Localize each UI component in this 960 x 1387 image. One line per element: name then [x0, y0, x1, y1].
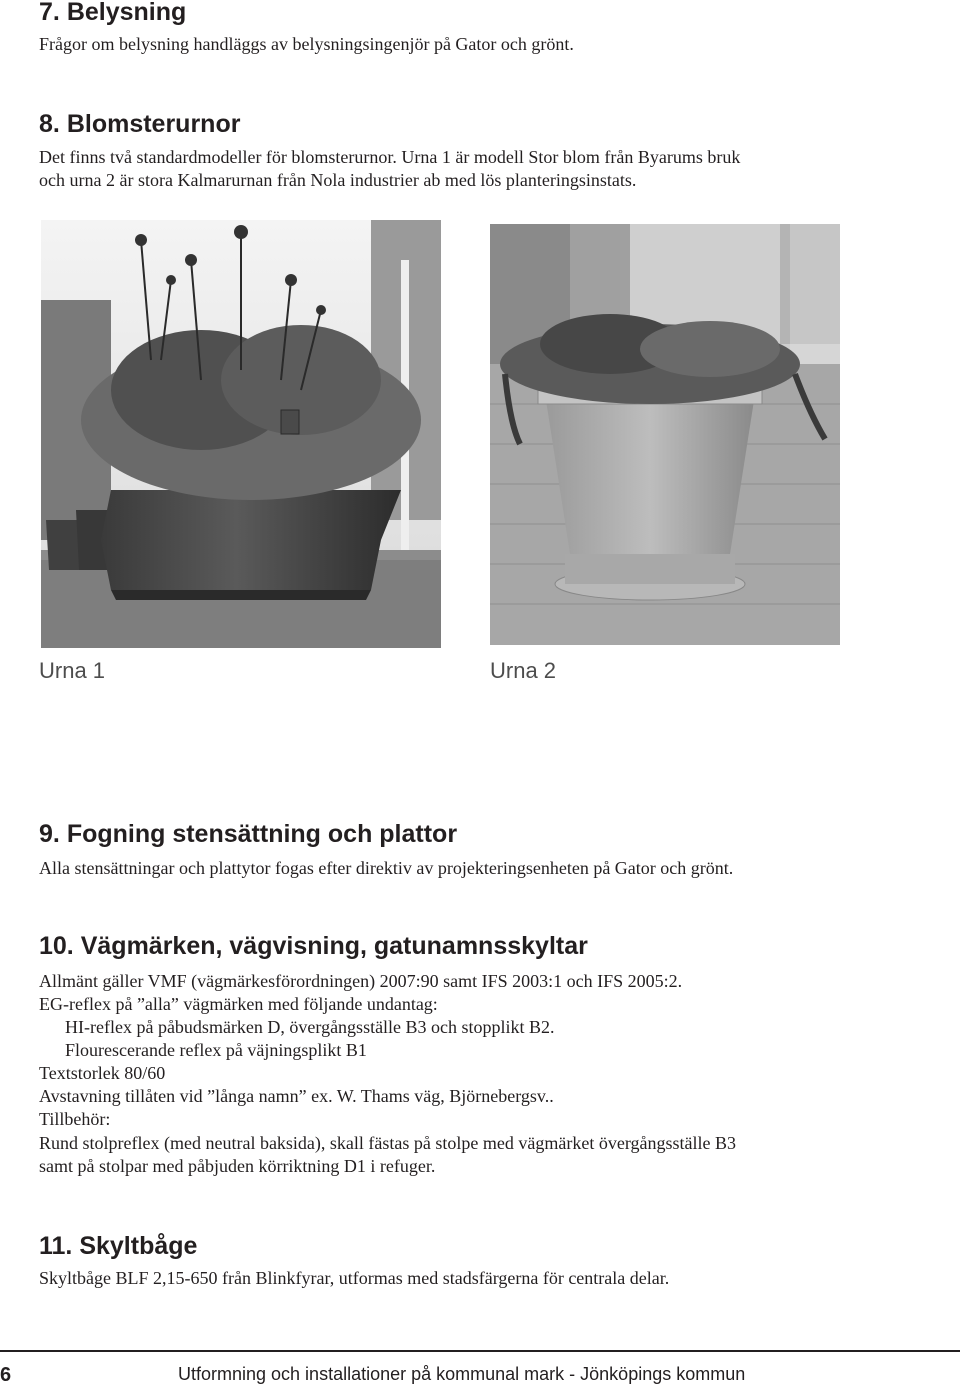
vagmarken-line: Avstavning tillåten vid ”långa namn” ex. W. Thams väg, Björnebergsv..	[39, 1086, 554, 1106]
section-number: 11.	[39, 1232, 73, 1260]
section-number: 10.	[39, 932, 74, 960]
heading-belysning	[39, 0, 186, 25]
vagmarken-line: Allmänt gäller VMF (vägmärkesförordningen) 2007:90 samt IFS 2003:1 och IFS 2005:2.	[39, 971, 683, 991]
heading-blomsterurnor	[39, 112, 240, 137]
urna-2-photo	[490, 224, 840, 645]
vagmarken-line: HI-reflex på påbudsmärken D, övergångsställe B3 och stopplikt B2.	[65, 1017, 555, 1037]
section-number: 7.	[39, 0, 60, 26]
section-number: 8.	[39, 110, 60, 138]
blomsterurnor-line-1: Det finns två standardmodeller för blomsterurnor. Urna 1 är modell Stor blom från Byarums bruk	[39, 147, 741, 167]
heading-fogning	[39, 822, 457, 847]
section-title: Fogning stensättning och plattor	[66, 820, 458, 848]
vagmarken-line: Tillbehör:	[39, 1109, 111, 1129]
heading-vagmarken	[39, 934, 588, 959]
footer-rule	[0, 1350, 960, 1352]
heading-skyltbage	[39, 1234, 197, 1259]
vagmarken-line: Flourescerande reflex på väjningsplikt B1	[65, 1040, 367, 1060]
section-title: Blomsterurnor	[66, 110, 241, 138]
blomsterurnor-line-2: och urna 2 är stora Kalmarurnan från Nola industrier ab med lös planteringsinstats.	[39, 170, 637, 190]
caption-urna-2: Urna 2	[490, 658, 557, 683]
section-title: Belysning	[66, 0, 187, 26]
vagmarken-line: Textstorlek 80/60	[39, 1063, 166, 1083]
skyltbage-text: Skyltbåge BLF 2,15-650 från Blinkfyrar, utformas med stadsfärgerna för centrala delar.	[39, 1268, 670, 1288]
vagmarken-line: samt på stolpar med påbjuden körriktning D1 i refuger.	[39, 1156, 436, 1176]
vagmarken-line: Rund stolpreflex (med neutral baksida), skall fästas på stolpe med vägmärket övergångsställe B3	[39, 1133, 736, 1153]
fogning-text: Alla stensättningar och plattytor fogas efter direktiv av projekteringsenheten på Gator och grönt.	[39, 858, 734, 878]
section-number: 9.	[39, 820, 60, 848]
belysning-text: Frågor om belysning handläggs av belysningsingenjör på Gator och grönt.	[39, 34, 574, 54]
vagmarken-line: EG-reflex på ”alla” vägmärken med följande undantag:	[39, 994, 438, 1014]
urna-1-photo	[41, 220, 441, 648]
caption-urna-1: Urna 1	[39, 658, 106, 683]
page-number: 6	[0, 1364, 12, 1386]
footer-text: Utformning och installationer på kommunal mark - Jönköpings kommun	[178, 1364, 746, 1384]
section-title: Vägmärken, vägvisning, gatunamnsskyltar	[80, 932, 588, 960]
section-title: Skyltbåge	[79, 1232, 198, 1260]
